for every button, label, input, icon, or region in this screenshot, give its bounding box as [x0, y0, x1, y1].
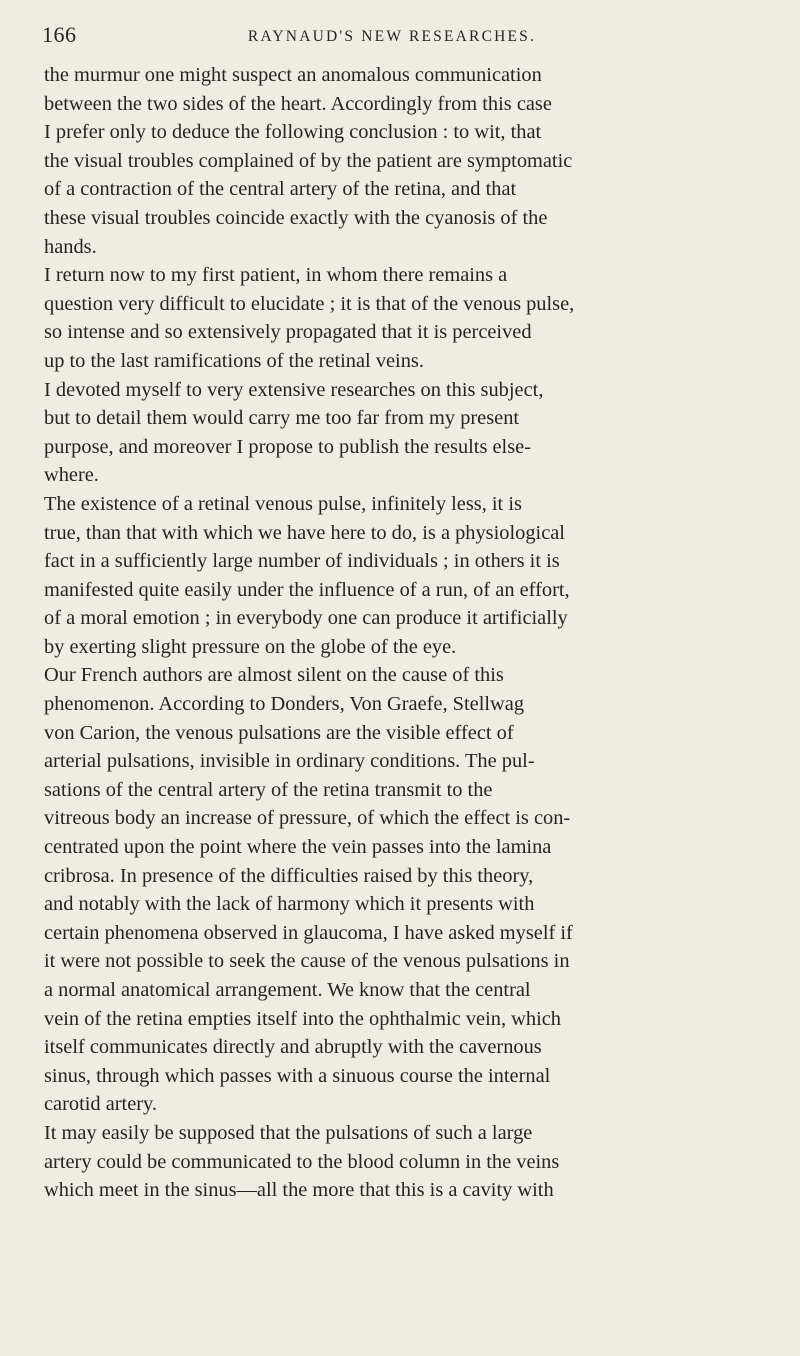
- text-line: sations of the central artery of the retina transmit to the: [44, 778, 493, 801]
- text-line: centrated upon the point where the vein passes into the lamina: [44, 836, 552, 859]
- text-line: manifested quite easily under the influence of a run, of an effort,: [44, 578, 570, 601]
- text-line: von Carion, the venous pulsations are the visible effect of: [44, 721, 514, 744]
- text-line: the visual troubles complained of by the patient are symptomatic: [44, 149, 573, 172]
- running-title: RAYNAUD'S NEW RESEARCHES.: [247, 28, 537, 45]
- text-line: I return now to my first patient, in whom there remains a: [44, 264, 508, 287]
- body-text: [44, 61, 794, 1205]
- text-line: by exerting slight pressure on the globe of the eye.: [44, 635, 457, 658]
- text-line: up to the last ramifications of the retinal veins.: [44, 349, 424, 372]
- text-line: I prefer only to deduce the following conclusion : to wit, that: [44, 121, 542, 144]
- text-line: of a contraction of the central artery of the retina, and that: [44, 178, 517, 201]
- text-line: The existence of a retinal venous pulse, infinitely less, it is: [44, 492, 522, 515]
- text-line: but to detail them would carry me too far from my present: [44, 407, 520, 430]
- text-line: between the two sides of the heart. Accordingly from this case: [44, 92, 552, 115]
- text-line: so intense and so extensively propagated that it is perceived: [44, 321, 532, 344]
- text-line: it were not possible to seek the cause of the venous pulsations in: [44, 950, 570, 973]
- text-line: these visual troubles coincide exactly with the cyanosis of the: [44, 206, 548, 229]
- text-line: It may easily be supposed that the pulsations of such a large: [44, 1121, 533, 1144]
- text-line: sinus, through which passes with a sinuous course the internal: [44, 1064, 551, 1087]
- text-line: itself communicates directly and abruptly with the cavernous: [44, 1036, 542, 1059]
- text-line: carotid artery.: [44, 1093, 158, 1116]
- text-line: artery could be communicated to the blood column in the veins: [44, 1150, 560, 1173]
- text-line: vein of the retina empties itself into the ophthalmic vein, which: [44, 1007, 561, 1030]
- text-line: where.: [44, 464, 99, 487]
- text-line: vitreous body an increase of pressure, of which the effect is con-: [44, 807, 571, 830]
- text-line: a normal anatomical arrangement. We know that the central: [44, 979, 531, 1001]
- text-line: cribrosa. In presence of the difficulties raised by this theory,: [44, 864, 534, 887]
- text-line: true, than that with which we have here to do, is a physiological: [44, 521, 565, 544]
- text-line: phenomenon. According to Donders, Von Graefe, Stellwag: [44, 693, 525, 716]
- text-line: question very difficult to elucidate ; it is that of the venous pulse,: [44, 292, 575, 315]
- page-header: [42, 22, 742, 62]
- text-line: the murmur one might suspect an anomalous communication: [44, 64, 542, 86]
- text-line: of a moral emotion ; in everybody one can produce it artificially: [44, 607, 568, 630]
- text-line: I devoted myself to very extensive researches on this subject,: [44, 378, 544, 401]
- page-number: 166: [42, 22, 77, 47]
- text-line: arterial pulsations, invisible in ordinary conditions. The pul-: [44, 750, 535, 773]
- text-line: Our French authors are almost silent on the cause of this: [44, 664, 504, 687]
- text-line: purpose, and moreover I propose to publish the results else-: [44, 435, 531, 458]
- text-line: hands.: [44, 235, 97, 258]
- text-line: certain phenomena observed in glaucoma, I have asked myself if: [44, 921, 573, 944]
- text-line: which meet in the sinus—all the more that this is a cavity with: [44, 1179, 554, 1202]
- text-line: and notably with the lack of harmony which it presents with: [44, 893, 535, 916]
- text-line: fact in a sufficiently large number of individuals ; in others it is: [44, 550, 560, 573]
